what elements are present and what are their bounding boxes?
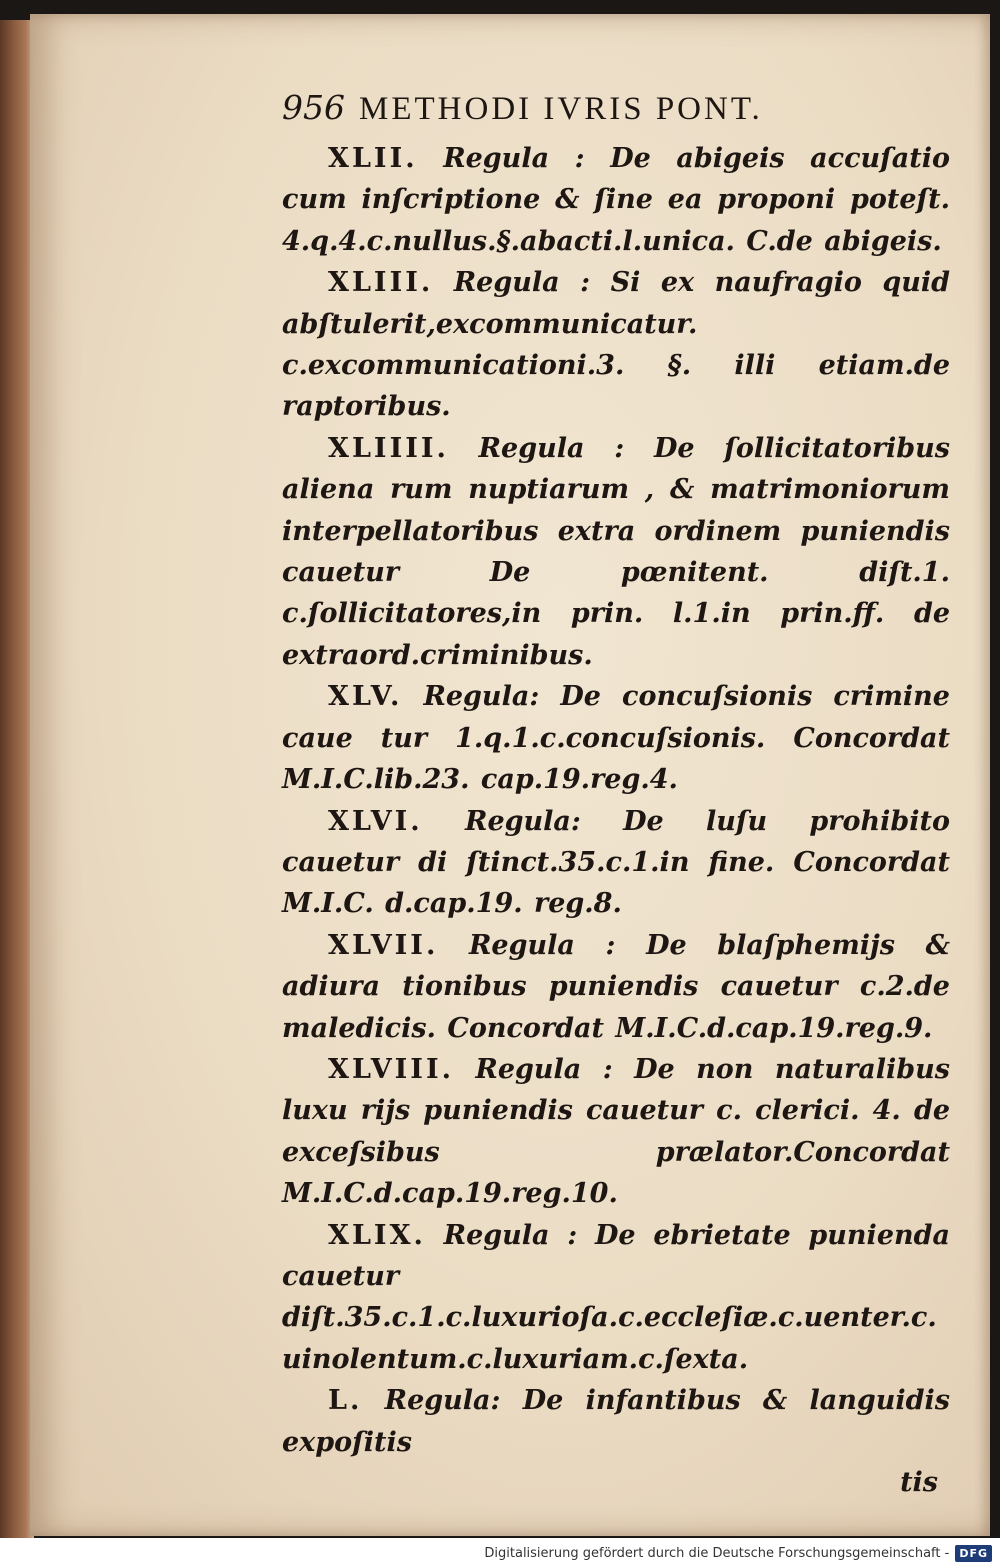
rule-label: Regula : [478, 432, 625, 464]
rule-text: De ſollicitatoribus aliena rum nuptiarum , & matrimoniorum interpellatoribus extra ordinem puniendis cauetur De pœnitent. diſt.1. c.ſollicitatores,in prin. l.1.in prin.ff. de extraord.criminibus. [282, 432, 951, 671]
rule-number: XLIIII. [328, 432, 449, 464]
rule-number: XLV. [328, 681, 403, 713]
rule-entry-50 [282, 1380, 950, 1463]
rule-label: Regula: [465, 805, 581, 837]
rule-entry-49 [282, 1215, 950, 1381]
rule-entry-43 [282, 262, 950, 428]
running-title: METHODI IVRIS PONT. [359, 91, 763, 127]
digitization-footer [0, 1538, 1000, 1568]
running-head [282, 88, 950, 134]
rule-entry-45 [282, 676, 950, 800]
funding-credit: Digitalisierung gefördert durch die Deutsche Forschungsgemeinschaft - [484, 1545, 950, 1561]
rule-label: Regula : [443, 143, 585, 174]
rule-label: Regula : [453, 267, 591, 299]
page-text-block [282, 88, 950, 1503]
rule-label: Regula: [384, 1385, 501, 1417]
rule-number: XLIX. [328, 1219, 426, 1251]
rule-text: De infantibus & languidis expoſitis [282, 1385, 950, 1458]
rule-entry-47 [282, 925, 950, 1049]
rule-entry-48 [282, 1049, 950, 1215]
page-number: 956 [282, 88, 345, 127]
rule-label: Regula: [423, 681, 540, 713]
rule-label: Regula : [443, 1219, 578, 1251]
book-spine-edge [0, 20, 34, 1540]
rule-number: L. [328, 1385, 363, 1417]
rule-entry-46 [282, 801, 950, 925]
rule-text: De concuſsionis crimine caue tur 1.q.1.c.concuſsionis. Concordat M.I.C.lib.23. cap.19.reg.4. [282, 681, 950, 796]
rule-entry-44 [282, 428, 950, 676]
rule-text: De abigeis accuſatio cum inſcriptione & ſine ea proponi poteſt. 4.q.4.c.nullus.§.abacti.l.unica. C.de abigeis. [282, 143, 950, 257]
rule-text: Si ex naufragio quid abſtulerit,excommunicatur. c.excommunicationi.3. §. illi etiam.de raptoribus. [282, 267, 950, 423]
rule-text: De blaſphemijs & adiura tionibus puniendis cauetur c.2.de maledicis. Concordat M.I.C.d.cap.19.reg.9. [282, 929, 950, 1044]
rule-text: De luſu prohibito cauetur di ſtinct.35.c.1.in fine. Concordat M.I.C. d.cap.19. reg.8. [282, 805, 951, 920]
rule-number: XLVI. [328, 805, 423, 837]
book-page [30, 14, 990, 1536]
catchword: tis [900, 1467, 938, 1498]
dfg-logo: DFG [955, 1545, 992, 1562]
rule-number: XLIII. [328, 267, 434, 299]
rule-number: XLII. [328, 143, 418, 174]
rule-text: De ebrietate punienda cauetur diſt.35.c.1.c.luxurioſa.c.eccleſiæ.c.uenter.c. uinolentum.c.luxuriam.c.ſexta. [282, 1219, 951, 1375]
rule-label: Regula : [468, 929, 616, 961]
rule-number: XLVIII. [328, 1053, 454, 1085]
rule-entry-42 [282, 138, 950, 262]
rule-label: Regula : [475, 1053, 613, 1085]
rule-number: XLVII. [328, 929, 439, 961]
rule-text: De non naturalibus luxu rijs puniendis cauetur c. clerici. 4. de exceſsibus prælator.Concordat M.I.C.d.cap.19.reg.10. [282, 1053, 951, 1210]
